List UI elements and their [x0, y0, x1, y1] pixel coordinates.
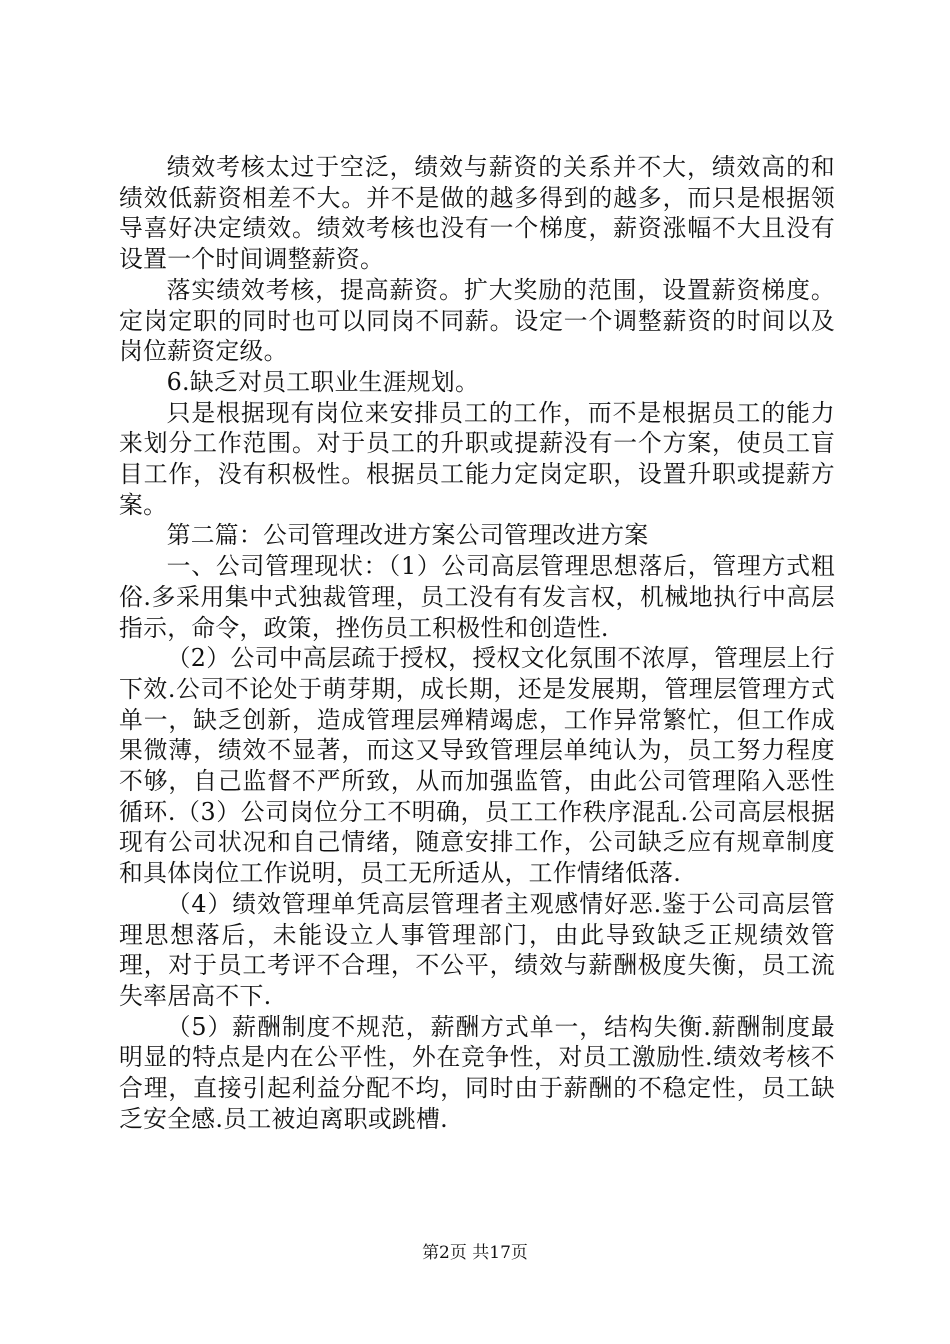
paragraph-management-status-4: （4）绩效管理单凭高层管理者主观感情好恶.鉴于公司高层管理思想落后，未能设立人事管理部门，由此导致缺乏正规绩效管理，对于员工考评不合理，不公平，绩效与薪酬极度失衡，员工流失率居高不下. — [119, 889, 835, 1010]
paragraph-management-status-1: 一、公司管理现状：（1）公司高层管理思想落后，管理方式粗俗.多采用集中式独裁管理，员工没有有发言权，机械地执行中高层指示，命令，政策，挫伤员工积极性和创造性. — [119, 552, 835, 642]
paragraph-career-planning-heading: 6.缺乏对员工职业生涯规划。 — [166, 367, 480, 396]
document-body — [119, 152, 835, 1135]
paragraph-performance-evaluation: 绩效考核太过于空泛，绩效与薪资的关系并不大，绩效高的和绩效低薪资相差不大。并不是做的越多得到的越多，而只是根据领导喜好决定绩效。绩效考核也没有一个梯度，薪资涨幅不大且没有设置一个时间调整薪资。 — [119, 153, 835, 274]
paragraph-section-two-title: 第二篇：公司管理改进方案公司管理改进方案 — [166, 521, 649, 550]
paragraph-management-status-5: （5）薪酬制度不规范，薪酬方式单一，结构失衡.薪酬制度最明显的特点是内在公平性，外在竞争性，对员工激励性.绩效考核不合理，直接引起利益分配不均，同时由于薪酬的不稳定性，员工缺乏安全感.员工被迫离职或跳槽. — [119, 1012, 835, 1133]
page-footer: 第2页 共17页 — [422, 1243, 528, 1263]
paragraph-career-planning: 只是根据现有岗位来安排员工的工作，而不是根据员工的能力来划分工作范围。对于员工的升职或提薪没有一个方案，使员工盲目工作，没有积极性。根据员工能力定岗定职，设置升职或提薪方案。 — [119, 398, 835, 519]
paragraph-management-status-2-3: （2）公司中高层疏于授权，授权文化氛围不浓厚，管理层上行下效.公司不论处于萌芽期，成长期，还是发展期，管理层管理方式单一，缺乏创新，造成管理层殚精竭虑，工作异常繁忙，但工作成果微薄，绩效不显著，而这又导致管理层单纯认为，员工努力程度不够，自己监督不严所致，从而加强监管，由此公司管理陷入恶性循环.（3）公司岗位分工不明确，员工工作秩序混乱.公司高层根据现有公司状况和自己情绪，随意安排工作，公司缺乏应有规章制度和具体岗位工作说明，员工无所适从，工作情绪低落. — [119, 644, 835, 888]
paragraph-salary-measures: 落实绩效考核，提高薪资。扩大奖励的范围，设置薪资梯度。定岗定职的同时也可以同岗不同薪。设定一个调整薪资的时间以及岗位薪资定级。 — [119, 275, 835, 366]
